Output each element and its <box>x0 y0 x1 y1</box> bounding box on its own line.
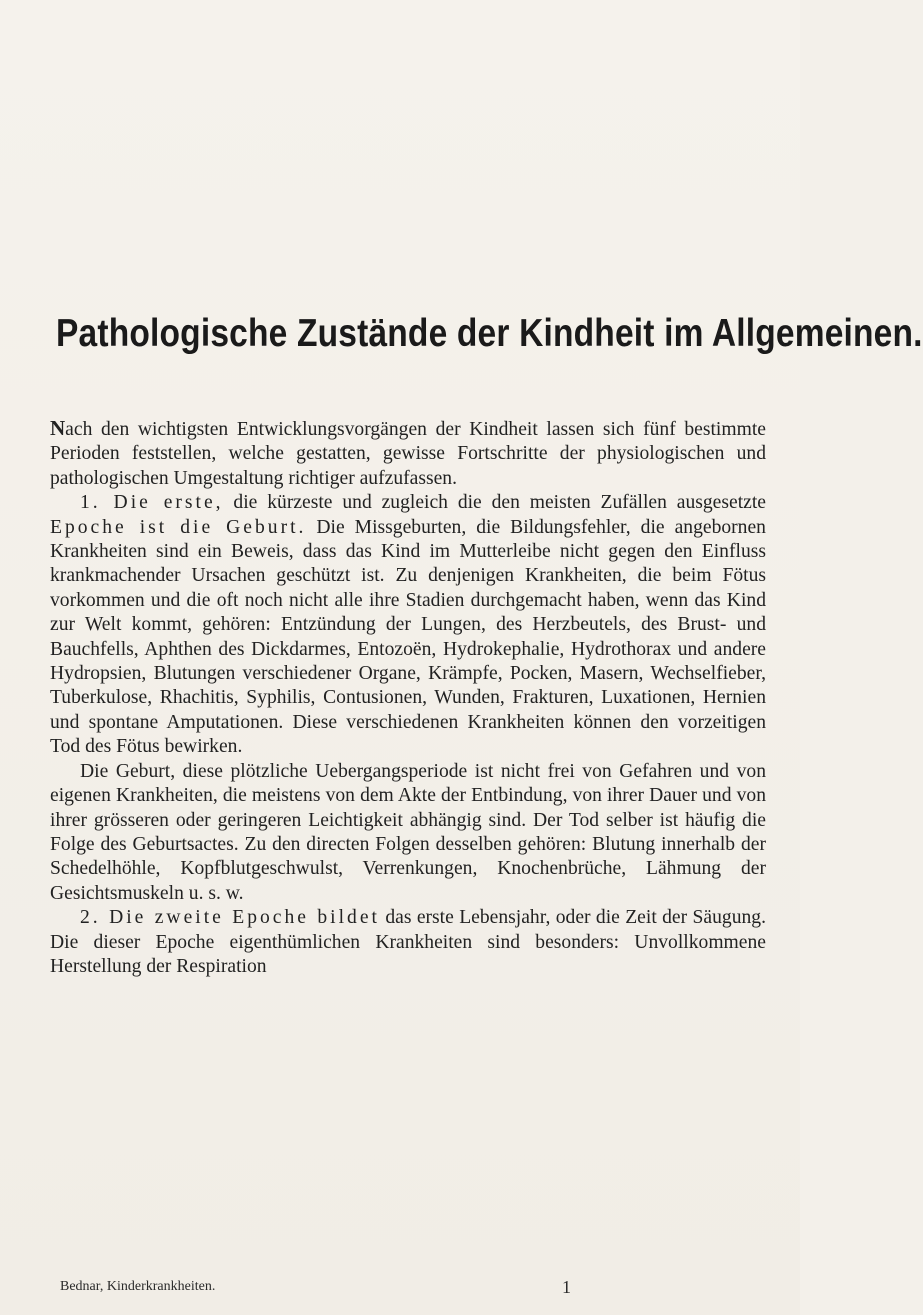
paragraph-intro-text: ach den wichtigsten Entwicklungsvorgängen der Kindheit lassen sich fünf bestimmte Perioden feststellen, welche gestatten, gewisse Fortschritte der physiologischen und pathologischen Umgestaltung richtiger aufzufassen. <box>50 419 766 489</box>
first-epoch-mid: die kürzeste und zugleich die den meisten Zufällen ausgesetzte <box>223 492 766 514</box>
page-footer <box>50 1277 766 1299</box>
second-epoch-text: das erste Lebensjahr, oder die Zeit der Säugung. Die dieser Epoche eigenthümlichen Krankheiten sind besonders: Unvollkommene Herstellung der Respiration <box>50 907 766 977</box>
signature-mark: 1 <box>562 1277 571 1297</box>
first-epoch-lead: 1. Die erste, <box>80 492 224 514</box>
second-epoch-emphasis: Epoche bildet <box>223 907 380 929</box>
initial-letter: N <box>50 416 66 440</box>
first-epoch-text: Die Missgeburten, die Bildungsfehler, die angebornen Krankheiten sind ein Beweis, dass das Kind im Mutterleibe nicht gegen den Einfluss krankmachender Ursachen geschützt ist. Zu denjenigen Krankheiten, die beim Fötus vorkommen und die oft noch nicht alle ihre Stadien durchgemacht haben, wenn das Kind zur Welt kommt, gehören: Entzündung der Lungen, des Herzbeutels, des Brust- und Bauchfells, Aphthen des Dickdarmes, Entozoën, Hydrokephalie, Hydrothorax und andere Hydropsien, Blutungen verschiedener Organe, Krämpfe, Pocken, Masern, Wechselfieber, Tuberkulose, Rhachitis, Syphilis, Contusionen, Wunden, Frakturen, Luxationen, Hernien und spontane Amputationen. Diese verschiedenen Krankheiten können den vorzeitigen Tod des Fötus bewirken. <box>50 516 766 758</box>
first-epoch-emphasis: Epoche ist die Geburt. <box>50 516 307 538</box>
paragraph-intro <box>50 416 766 491</box>
paragraph-first-epoch <box>50 491 766 759</box>
body-text <box>50 416 766 979</box>
running-head: Bednar, Kinderkrankheiten. <box>60 1279 216 1294</box>
paragraph-second-epoch <box>50 906 766 979</box>
second-epoch-lead: 2. Die zweite <box>80 907 224 929</box>
chapter-title: Pathologische Zustände der Kindheit im Allgemeinen. <box>56 312 923 355</box>
paragraph-birth: Die Geburt, diese plötzliche Uebergangsperiode ist nicht frei von Gefahren und von eigenen Krankheiten, die meistens von dem Akte der Entbindung, von ihrer Dauer und von ihrer grösseren oder geringeren Leichtigkeit abhängig sind. Der Tod selber ist häufig die Folge des Geburtsactes. Zu den directen Folgen desselben gehören: Blutung innerhalb der Schedelhöhle, Kopfblutgeschwulst, Verrenkungen, Knochenbrüche, Lähmung der Gesichtsmuskeln u. s. w. <box>50 760 766 904</box>
